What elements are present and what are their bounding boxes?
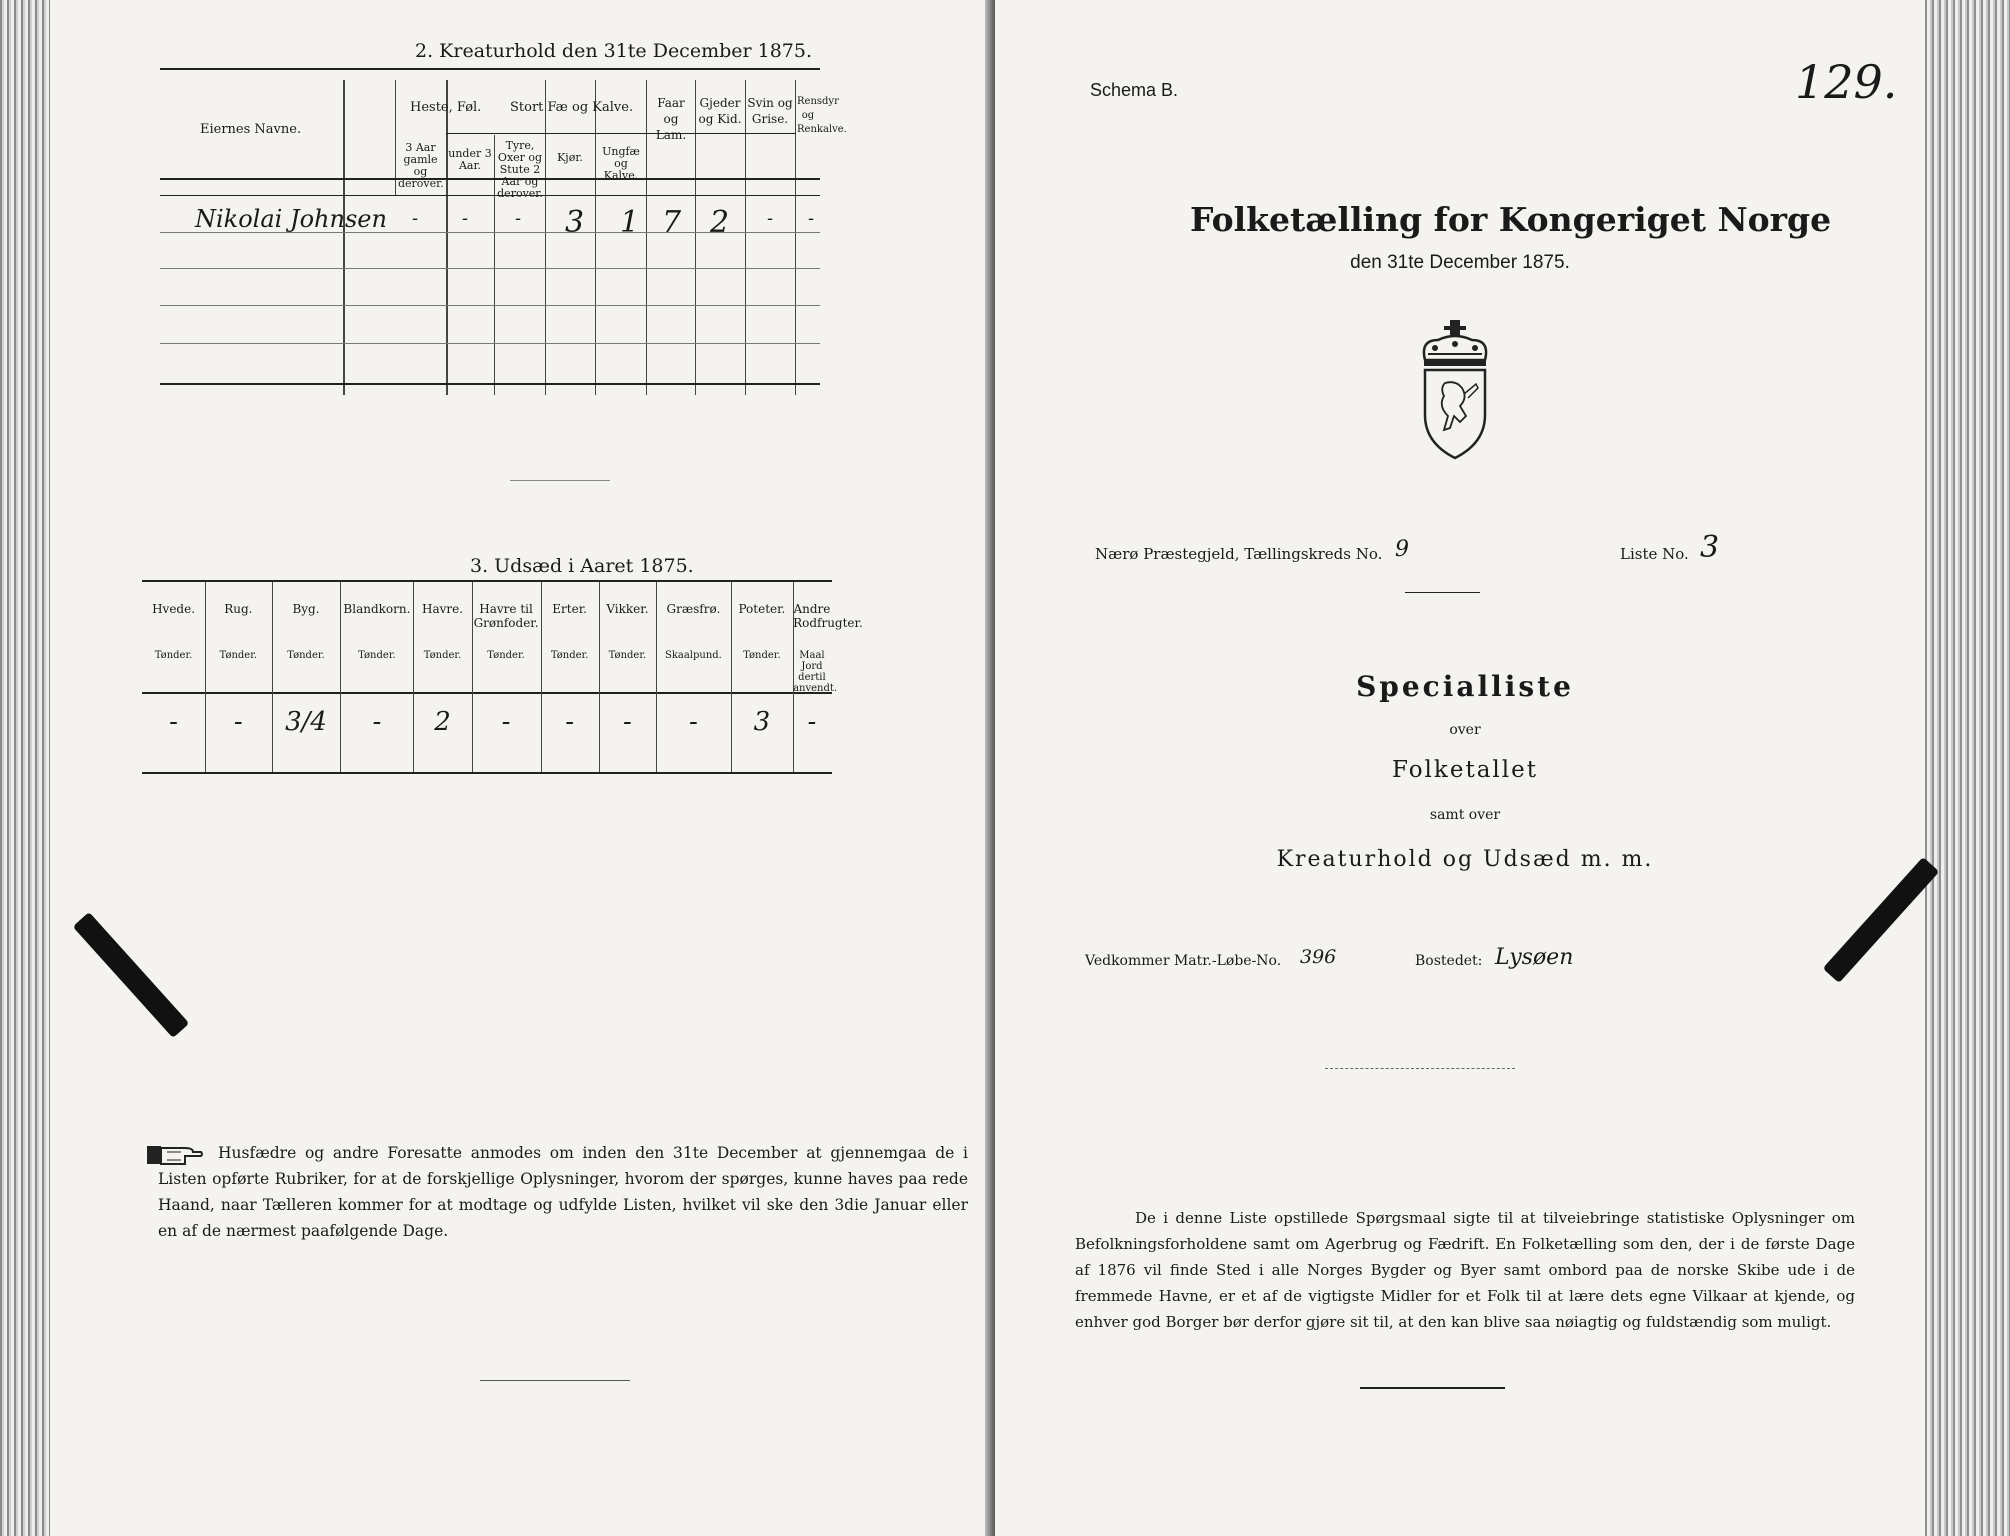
title-date: den 31te December 1875. (1350, 252, 1570, 273)
folio-number: 129. (1795, 55, 1898, 109)
udsaed-header-4: Havre. (421, 602, 464, 616)
svin-header: Svin og Grise. (747, 96, 793, 126)
matr-number: 396 (1300, 946, 1337, 968)
district-label: Nærø Præstegjeld, Tællingskreds No. (1095, 545, 1383, 563)
udsaed-header-5: Havre til Grønfoder. (473, 602, 539, 630)
sub-tyre: Tyre, Oxer og Stute 2 Aar og derover. (497, 139, 543, 200)
kjor-value: 3 (565, 205, 585, 240)
udsaed-header-1: Rug. (224, 602, 253, 616)
faar-header: Faar og Lam. (655, 96, 687, 142)
bostedet-label: Bostedet: (1415, 953, 1483, 969)
left-page-stack (0, 0, 55, 1536)
ren-header: Rensdyr og Renkalve. (797, 96, 847, 135)
ungfae-value: 1 (620, 205, 640, 240)
udsaed-header-row (142, 582, 863, 694)
owner-column-rule (343, 80, 345, 395)
udsaed-header-10: Andre Rodfrugter. (793, 602, 863, 630)
main-title: Folketælling for Kongeriget Norge (1190, 200, 1832, 239)
heste-old-value: - (412, 208, 419, 229)
udsaed-header-8: Græsfrø. (666, 602, 721, 616)
section2-title: 2. Kreaturhold den 31te December 1875. (415, 40, 813, 62)
udsaed-unit-0: Tønder. (154, 650, 193, 661)
kreaturhold-heading: Kreaturhold og Udsæd m. m. (1276, 847, 1654, 872)
owner-name: Nikolai Johnsen (195, 205, 387, 233)
udsaed-value-2: 3/4 (285, 707, 327, 737)
bostedet-value: Lysøen (1495, 945, 1574, 970)
gjeder-value: 2 (710, 205, 730, 240)
udsaed-unit-3: Tønder. (358, 650, 396, 661)
udsaed-value-8: - (689, 707, 698, 737)
faar-value: 7 (662, 205, 682, 240)
udsaed-header-7: Vikker. (606, 602, 649, 616)
udsaed-unit-10: Maal Jord dertil anvendt. (793, 650, 838, 694)
udsaed-value-0: - (169, 707, 178, 737)
coat-of-arms-icon (1410, 318, 1500, 463)
udsaed-value-10: - (807, 707, 817, 737)
sub-ungfae: Ungfæ og Kalve. (602, 145, 640, 182)
svin-value: - (767, 208, 774, 229)
udsaed-value-1: - (233, 707, 243, 737)
udsaed-unit-8: Skaalpund. (664, 650, 722, 661)
udsaed-unit-2: Tønder. (287, 650, 325, 661)
udsaed-value-4: 2 (434, 707, 451, 737)
folketallet-heading: Folketallet (1392, 757, 1538, 783)
udsaed-unit-4: Tønder. (423, 650, 462, 661)
district-number: 9 (1395, 537, 1409, 562)
gjeder-header: Gjeder og Kid. (698, 96, 742, 126)
owner-header: Eiernes Navne. (200, 122, 302, 137)
udsaed-table (142, 582, 863, 774)
udsaed-unit-1: Tønder. (219, 650, 258, 661)
section3-title: 3. Udsæd i Aaret 1875. (470, 555, 694, 577)
right-page-stack (1920, 0, 2010, 1536)
sub-heste-young: under 3 Aar. (448, 147, 492, 172)
footer-text: De i denne Liste opstillede Spørgsmaal sigte til at tilveiebringe statistiske Oplysninger om Befolkningsforholdene samt om Agerbrug og Fædrift. En Folketælling som den, der i de første Dage af 1876 vil finde Sted i alle Norges Bygder og Byer samt ombord paa de norske Skibe ude i de fremmede Havne, er et af de vigtigste Midler for et Folk til at lære dets egne Vilkaar at kjende, og enhver god Borger bør derfor gjøre sit til, at den kan blive saa nøiagtig og fuldstændig som muligt. (1075, 1209, 1855, 1331)
udsaed-value-9: 3 (753, 707, 771, 737)
liste-number: 3 (1700, 530, 1720, 565)
udsaed-value-6: - (565, 707, 575, 737)
matr-label: Vedkommer Matr.-Løbe-No. (1085, 953, 1282, 969)
notice-text: Husfædre og andre Foresatte anmodes om inden den 31te December at gjennemgaa de i Listen opførte Rubriker, for at de forskjellige Oplysninger, hvorom der spørges, kunne haves paa rede Haand, naar Tælleren kommer for at modtage og udfylde Listen, hvilket vil ske den 3die Januar eller en af de nærmest paafølgende Dage. (158, 1144, 968, 1240)
tyre-value: - (515, 208, 522, 229)
specialliste-heading: Specialliste (1356, 670, 1574, 703)
udsaed-value-3: - (372, 707, 382, 737)
right-page (995, 0, 1925, 1536)
udsaed-header-9: Poteter. (738, 602, 786, 616)
heste-young-value: - (462, 208, 469, 229)
section2-top-rule (160, 68, 820, 70)
udsaed-header-2: Byg. (292, 602, 320, 616)
udsaed-value-5: - (501, 707, 511, 737)
schema-label: Schema B. (1090, 80, 1179, 100)
stortfae-header: Stort Fæ og Kalve. (510, 100, 634, 115)
udsaed-unit-7: Tønder. (608, 650, 647, 661)
udsaed-value-7: - (623, 707, 632, 737)
sub-heste-old: 3 Aar gamle og derover. (398, 141, 444, 190)
samt-over-text: samt over (1429, 807, 1501, 823)
sub-kjor: Kjør. (557, 151, 583, 164)
udsaed-header-3: Blandkorn. (343, 602, 411, 616)
liste-label: Liste No. (1620, 545, 1689, 563)
heste-header: Heste, Føl. (410, 100, 482, 115)
udsaed-header-0: Hvede. (152, 602, 196, 616)
udsaed-unit-9: Tønder. (743, 650, 781, 661)
over-text-1: over (1449, 722, 1481, 738)
udsaed-unit-5: Tønder. (487, 650, 525, 661)
left-page (50, 0, 995, 1536)
udsaed-unit-6: Tønder. (550, 650, 589, 661)
udsaed-header-6: Erter. (552, 602, 587, 616)
ren-value: - (808, 208, 815, 229)
